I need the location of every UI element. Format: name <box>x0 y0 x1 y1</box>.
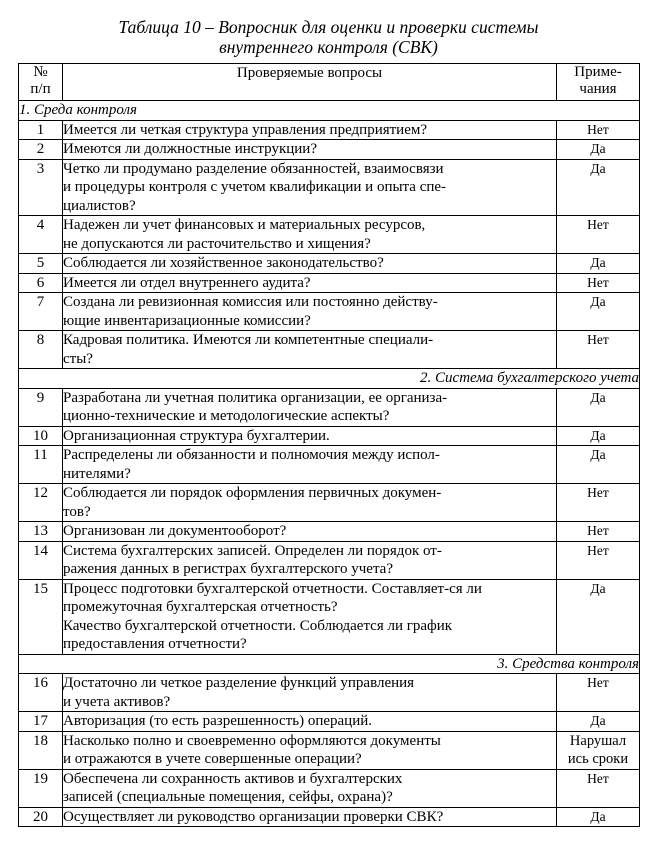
table-row <box>19 769 640 807</box>
row-number: 10 <box>19 426 63 446</box>
header-notes <box>557 64 640 101</box>
row-number: 12 <box>19 484 63 522</box>
row-number: 9 <box>19 388 63 426</box>
question-line: нителями? <box>63 465 131 482</box>
row-number: 17 <box>19 712 63 732</box>
question-line: ционно-технические и методологические аспекты? <box>63 408 390 424</box>
table-row <box>19 446 640 484</box>
question-line: Организационная структура бухгалтерии. <box>63 427 330 444</box>
row-note: Да <box>557 140 640 160</box>
table-row <box>19 331 640 369</box>
question-line: Создана ли ревизионная комиссия или постоянно действу- <box>63 294 438 310</box>
question-line: Организован ли документооборот? <box>63 523 287 539</box>
question-line: промежуточная бухгалтерская отчетность? <box>63 599 338 615</box>
row-number: 14 <box>19 541 63 579</box>
section-row <box>19 101 640 121</box>
row-question <box>63 674 557 712</box>
question-line: Процесс подготовки бухгалтерской отчетности. Составляет-ся ли <box>63 580 482 597</box>
row-number: 13 <box>19 522 63 542</box>
header-number <box>19 64 63 101</box>
question-line: не допускаются ли расточительство и хищения? <box>63 235 371 252</box>
table-row <box>19 273 640 293</box>
row-question <box>63 120 557 140</box>
row-note: Нет <box>557 522 640 542</box>
row-question <box>63 331 557 369</box>
row-number: 20 <box>19 807 63 827</box>
question-line: и процедуры контроля с учетом квалификации и опыта спе- <box>63 179 447 195</box>
question-line: Насколько полно и своевременно оформляются документы <box>63 732 441 749</box>
row-number: 6 <box>19 273 63 293</box>
question-line: Четко ли продумано разделение обязанностей, взаимосвязи <box>63 160 444 177</box>
question-line: и отражаются в учете совершенные операции? <box>63 751 362 767</box>
row-note: Нет <box>557 273 640 293</box>
table-row <box>19 388 640 426</box>
row-question <box>63 579 557 654</box>
question-line: Имеется ли отдел внутреннего аудита? <box>63 274 311 291</box>
table-row <box>19 293 640 331</box>
section-row <box>19 654 640 674</box>
question-line: ражения данных в регистрах бухгалтерского учета? <box>63 561 393 577</box>
table-body <box>19 101 640 827</box>
question-line: циалистов? <box>63 197 136 214</box>
table-row <box>19 674 640 712</box>
row-number: 7 <box>19 293 63 331</box>
table-row <box>19 120 640 140</box>
row-question <box>63 769 557 807</box>
table-row <box>19 579 640 654</box>
row-note: Да <box>557 712 640 732</box>
note-line: Нарушал <box>569 732 627 749</box>
table-row <box>19 254 640 274</box>
question-line: Обеспечена ли сохранность активов и бухгалтерских <box>63 770 403 787</box>
row-note: Нет <box>557 674 640 712</box>
row-number: 5 <box>19 254 63 274</box>
question-line: Качество бухгалтерской отчетности. Соблюдается ли график <box>63 617 453 634</box>
row-note: Да <box>557 807 640 827</box>
header-question: Проверяемые вопросы <box>63 64 557 101</box>
table-row <box>19 731 640 769</box>
row-number: 8 <box>19 331 63 369</box>
row-note: Нет <box>557 216 640 254</box>
row-note: Да <box>557 579 640 654</box>
row-note: Нет <box>557 331 640 369</box>
row-question <box>63 140 557 160</box>
question-line: Соблюдается ли порядок оформления первичных докумен- <box>63 485 442 501</box>
checklist-table <box>18 63 640 827</box>
section-title: 2. Система бухгалтерского учета <box>19 369 640 389</box>
table-title-line-1: Таблица 10 – Вопросник для оценки и проверки системы <box>118 17 539 37</box>
row-number: 19 <box>19 769 63 807</box>
row-question <box>63 426 557 446</box>
row-question <box>63 807 557 827</box>
row-note: Да <box>557 446 640 484</box>
table-row <box>19 522 640 542</box>
row-number: 2 <box>19 140 63 160</box>
question-line: и учета активов? <box>63 693 171 710</box>
question-line: Авторизация (то есть разрешенность) операций. <box>63 713 373 729</box>
row-note: Нет <box>557 541 640 579</box>
section-title: 1. Среда контроля <box>19 101 640 121</box>
note-line: ись сроки <box>567 750 629 767</box>
question-line: записей (специальные помещения, сейфы, охрана)? <box>63 789 393 805</box>
section-title: 3. Средства контроля <box>19 654 640 674</box>
question-line: Система бухгалтерских записей. Определен ли порядок от- <box>63 542 442 559</box>
table-title-line-2: внутреннего контроля (СВК) <box>219 37 438 57</box>
question-line: Достаточно ли четкое разделение функций управления <box>63 675 415 691</box>
row-question <box>63 712 557 732</box>
row-question <box>63 388 557 426</box>
question-line: Соблюдается ли хозяйственное законодательство? <box>63 255 384 271</box>
header-number-line-1: № <box>33 64 48 80</box>
question-line: Осуществляет ли руководство организации проверки СВК? <box>63 808 444 825</box>
question-line: предоставления отчетности? <box>63 636 247 652</box>
row-note: Да <box>557 254 640 274</box>
question-line: тов? <box>63 503 91 520</box>
row-number: 4 <box>19 216 63 254</box>
question-line: Надежен ли учет финансовых и материальных ресурсов, <box>63 217 426 233</box>
row-question <box>63 254 557 274</box>
row-question <box>63 293 557 331</box>
table-row <box>19 541 640 579</box>
table-row <box>19 140 640 160</box>
table-row <box>19 807 640 827</box>
row-note: Да <box>557 159 640 216</box>
row-note: Нет <box>557 484 640 522</box>
row-question <box>63 273 557 293</box>
row-question <box>63 446 557 484</box>
row-number: 16 <box>19 674 63 712</box>
question-line: Имеются ли должностные инструкции? <box>63 141 317 157</box>
header-number-line-2: п/п <box>30 81 51 97</box>
header-notes-line-1: Приме- <box>574 64 622 80</box>
table-row <box>19 216 640 254</box>
section-row <box>19 369 640 389</box>
table-title <box>0 17 647 57</box>
row-number: 3 <box>19 159 63 216</box>
row-question <box>63 541 557 579</box>
row-question <box>63 522 557 542</box>
row-note: Да <box>557 293 640 331</box>
table-header-row <box>19 64 640 101</box>
row-note: Да <box>557 426 640 446</box>
row-note <box>557 731 640 769</box>
row-question <box>63 159 557 216</box>
row-number: 11 <box>19 446 63 484</box>
row-question <box>63 484 557 522</box>
table-row <box>19 484 640 522</box>
header-notes-line-2: чания <box>579 81 617 97</box>
row-note: Да <box>557 388 640 426</box>
table-row <box>19 426 640 446</box>
row-number: 1 <box>19 120 63 140</box>
row-number: 15 <box>19 579 63 654</box>
question-line: Распределены ли обязанности и полномочия между испол- <box>63 447 440 463</box>
table-row <box>19 159 640 216</box>
question-line: ющие инвентаризационные комиссии? <box>63 312 311 329</box>
question-line: Разработана ли учетная политика организации, ее организа- <box>63 389 448 406</box>
table-row <box>19 712 640 732</box>
row-question <box>63 731 557 769</box>
question-line: Имеется ли четкая структура управления предприятием? <box>63 121 428 138</box>
row-note: Нет <box>557 120 640 140</box>
question-line: Кадровая политика. Имеются ли компетентные специали- <box>63 332 434 348</box>
row-number: 18 <box>19 731 63 769</box>
question-line: сты? <box>63 350 93 367</box>
row-question <box>63 216 557 254</box>
row-note: Нет <box>557 769 640 807</box>
